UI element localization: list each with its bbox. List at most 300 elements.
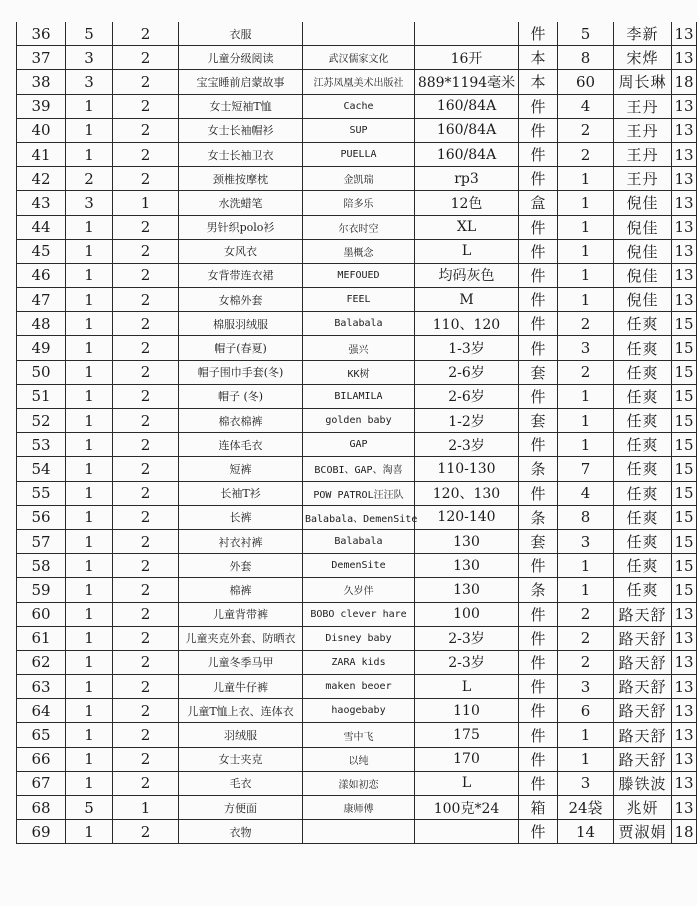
donor-name-cell: 兆妍 <box>614 796 672 820</box>
category-cell: 1 <box>66 602 113 626</box>
row-number-cell: 40 <box>17 118 66 142</box>
row-number-cell: 42 <box>17 167 66 191</box>
item-name-cell: 女士夹克 <box>179 747 303 771</box>
row-number-cell: 47 <box>17 288 66 312</box>
phone-cell: 15 <box>672 529 697 553</box>
category-cell: 1 <box>66 94 113 118</box>
quantity-cell: 4 <box>558 481 614 505</box>
item-name-cell: 帽子围巾手套(冬) <box>179 360 303 384</box>
spec-cell: 160/84A <box>415 142 519 166</box>
donor-name-cell: 路天舒 <box>614 723 672 747</box>
brand-cell: haogebaby <box>303 699 415 723</box>
type-cell: 2 <box>113 215 179 239</box>
table-row <box>17 747 697 771</box>
category-cell: 1 <box>66 215 113 239</box>
category-cell: 3 <box>66 46 113 70</box>
type-cell: 2 <box>113 675 179 699</box>
table-row <box>17 578 697 602</box>
row-number-cell: 60 <box>17 602 66 626</box>
unit-cell: 本 <box>519 70 558 94</box>
brand-cell: GAP <box>303 433 415 457</box>
phone-cell: 15 <box>672 505 697 529</box>
type-cell: 2 <box>113 70 179 94</box>
phone-cell: 13 <box>672 142 697 166</box>
type-cell: 1 <box>113 191 179 215</box>
table-row <box>17 94 697 118</box>
donor-name-cell: 任爽 <box>614 554 672 578</box>
quantity-cell: 3 <box>558 529 614 553</box>
category-cell: 1 <box>66 457 113 481</box>
table-row <box>17 239 697 263</box>
row-number-cell: 68 <box>17 796 66 820</box>
spec-cell: M <box>415 288 519 312</box>
type-cell: 2 <box>113 602 179 626</box>
donor-name-cell: 任爽 <box>614 505 672 529</box>
table-row <box>17 481 697 505</box>
table-row <box>17 820 697 844</box>
type-cell: 2 <box>113 384 179 408</box>
brand-cell: 尔衣时空 <box>303 215 415 239</box>
quantity-cell: 1 <box>558 215 614 239</box>
phone-cell: 15 <box>672 554 697 578</box>
brand-cell: 雪中飞 <box>303 723 415 747</box>
row-number-cell: 37 <box>17 46 66 70</box>
quantity-cell: 2 <box>558 142 614 166</box>
spec-cell: 2-6岁 <box>415 360 519 384</box>
row-number-cell: 65 <box>17 723 66 747</box>
donor-name-cell: 路天舒 <box>614 747 672 771</box>
phone-cell: 15 <box>672 578 697 602</box>
item-name-cell: 女风衣 <box>179 239 303 263</box>
spec-cell: 130 <box>415 578 519 602</box>
type-cell: 2 <box>113 554 179 578</box>
brand-cell: BILAMILA <box>303 384 415 408</box>
type-cell: 2 <box>113 360 179 384</box>
spec-cell: L <box>415 771 519 795</box>
category-cell: 1 <box>66 578 113 602</box>
unit-cell: 件 <box>519 94 558 118</box>
quantity-cell: 1 <box>558 167 614 191</box>
item-name-cell: 女背带连衣裙 <box>179 263 303 287</box>
type-cell: 2 <box>113 142 179 166</box>
spec-cell: 1-3岁 <box>415 336 519 360</box>
phone-cell: 15 <box>672 312 697 336</box>
brand-cell: 金凯瑞 <box>303 167 415 191</box>
unit-cell: 件 <box>519 118 558 142</box>
phone-cell: 18 <box>672 70 697 94</box>
quantity-cell: 2 <box>558 626 614 650</box>
item-name-cell: 棉裤 <box>179 578 303 602</box>
brand-cell: 墨概念 <box>303 239 415 263</box>
quantity-cell: 5 <box>558 22 614 46</box>
spec-cell: XL <box>415 215 519 239</box>
row-number-cell: 38 <box>17 70 66 94</box>
table-row <box>17 22 697 46</box>
table-row <box>17 70 697 94</box>
phone-cell: 18 <box>672 820 697 844</box>
donor-name-cell: 王丹 <box>614 118 672 142</box>
spec-cell: 175 <box>415 723 519 747</box>
unit-cell: 箱 <box>519 796 558 820</box>
spec-cell: rp3 <box>415 167 519 191</box>
item-name-cell: 儿童分级阅读 <box>179 46 303 70</box>
category-cell: 1 <box>66 360 113 384</box>
donor-name-cell: 王丹 <box>614 94 672 118</box>
item-name-cell: 长袖T衫 <box>179 481 303 505</box>
table-row <box>17 288 697 312</box>
type-cell: 2 <box>113 239 179 263</box>
item-name-cell: 长裤 <box>179 505 303 529</box>
table-row <box>17 215 697 239</box>
quantity-cell: 1 <box>558 554 614 578</box>
type-cell: 2 <box>113 699 179 723</box>
row-number-cell: 69 <box>17 820 66 844</box>
phone-cell: 15 <box>672 433 697 457</box>
spec-cell: 2-3岁 <box>415 626 519 650</box>
spec-cell: 110-130 <box>415 457 519 481</box>
row-number-cell: 44 <box>17 215 66 239</box>
brand-cell: ZARA kids <box>303 650 415 674</box>
table-row <box>17 796 697 820</box>
donor-name-cell: 倪佳 <box>614 215 672 239</box>
spec-cell: 110、120 <box>415 312 519 336</box>
category-cell: 1 <box>66 263 113 287</box>
unit-cell: 条 <box>519 457 558 481</box>
row-number-cell: 56 <box>17 505 66 529</box>
row-number-cell: 36 <box>17 22 66 46</box>
donor-name-cell: 任爽 <box>614 529 672 553</box>
donor-name-cell: 倪佳 <box>614 239 672 263</box>
spec-cell: 100 <box>415 602 519 626</box>
item-name-cell: 宝宝睡前启蒙故事 <box>179 70 303 94</box>
quantity-cell: 2 <box>558 602 614 626</box>
brand-cell: 漾如初恋 <box>303 771 415 795</box>
quantity-cell: 4 <box>558 94 614 118</box>
spec-cell: 110 <box>415 699 519 723</box>
phone-cell: 15 <box>672 384 697 408</box>
brand-cell: FEEL <box>303 288 415 312</box>
category-cell: 5 <box>66 22 113 46</box>
category-cell: 1 <box>66 288 113 312</box>
category-cell: 1 <box>66 650 113 674</box>
unit-cell: 件 <box>519 239 558 263</box>
category-cell: 1 <box>66 675 113 699</box>
category-cell: 1 <box>66 433 113 457</box>
quantity-cell: 8 <box>558 46 614 70</box>
category-cell: 1 <box>66 771 113 795</box>
phone-cell: 13 <box>672 796 697 820</box>
donor-name-cell: 滕铁波 <box>614 771 672 795</box>
quantity-cell: 2 <box>558 118 614 142</box>
quantity-cell: 1 <box>558 409 614 433</box>
type-cell: 2 <box>113 118 179 142</box>
unit-cell: 件 <box>519 288 558 312</box>
spec-cell: 2-3岁 <box>415 650 519 674</box>
brand-cell: SUP <box>303 118 415 142</box>
unit-cell: 件 <box>519 22 558 46</box>
item-name-cell: 儿童背带裤 <box>179 602 303 626</box>
type-cell: 2 <box>113 650 179 674</box>
type-cell: 2 <box>113 167 179 191</box>
donor-name-cell: 倪佳 <box>614 288 672 312</box>
quantity-cell: 7 <box>558 457 614 481</box>
spec-cell: 16开 <box>415 46 519 70</box>
unit-cell: 件 <box>519 433 558 457</box>
row-number-cell: 46 <box>17 263 66 287</box>
row-number-cell: 41 <box>17 142 66 166</box>
phone-cell: 15 <box>672 336 697 360</box>
category-cell: 3 <box>66 70 113 94</box>
quantity-cell: 6 <box>558 699 614 723</box>
table-row <box>17 118 697 142</box>
brand-cell <box>303 22 415 46</box>
type-cell: 2 <box>113 481 179 505</box>
donor-name-cell: 任爽 <box>614 578 672 602</box>
category-cell: 1 <box>66 142 113 166</box>
spec-cell: 120-140 <box>415 505 519 529</box>
quantity-cell: 14 <box>558 820 614 844</box>
table-row <box>17 699 697 723</box>
quantity-cell: 8 <box>558 505 614 529</box>
donor-name-cell: 任爽 <box>614 312 672 336</box>
donor-name-cell: 周长琳 <box>614 70 672 94</box>
category-cell: 1 <box>66 384 113 408</box>
item-name-cell: 儿童夹克外套、防晒衣 <box>179 626 303 650</box>
donor-name-cell: 任爽 <box>614 433 672 457</box>
item-name-cell: 羽绒服 <box>179 723 303 747</box>
phone-cell: 13 <box>672 191 697 215</box>
donor-name-cell: 倪佳 <box>614 263 672 287</box>
phone-cell: 13 <box>672 118 697 142</box>
item-name-cell: 帽子(春夏) <box>179 336 303 360</box>
unit-cell: 件 <box>519 312 558 336</box>
donor-name-cell: 任爽 <box>614 409 672 433</box>
type-cell: 2 <box>113 409 179 433</box>
phone-cell: 13 <box>672 239 697 263</box>
spec-cell: 2-6岁 <box>415 384 519 408</box>
unit-cell: 件 <box>519 554 558 578</box>
type-cell: 2 <box>113 288 179 312</box>
donor-name-cell: 路天舒 <box>614 602 672 626</box>
quantity-cell: 1 <box>558 723 614 747</box>
row-number-cell: 52 <box>17 409 66 433</box>
row-number-cell: 62 <box>17 650 66 674</box>
donor-name-cell: 任爽 <box>614 360 672 384</box>
table-row <box>17 433 697 457</box>
donor-name-cell: 路天舒 <box>614 675 672 699</box>
unit-cell: 盒 <box>519 191 558 215</box>
category-cell: 1 <box>66 529 113 553</box>
spec-cell: 889*1194毫米 <box>415 70 519 94</box>
spec-cell: 160/84A <box>415 94 519 118</box>
phone-cell: 13 <box>672 46 697 70</box>
type-cell: 2 <box>113 820 179 844</box>
row-number-cell: 53 <box>17 433 66 457</box>
item-name-cell: 衣服 <box>179 22 303 46</box>
table-row <box>17 675 697 699</box>
spec-cell: 160/84A <box>415 118 519 142</box>
row-number-cell: 54 <box>17 457 66 481</box>
unit-cell: 件 <box>519 626 558 650</box>
spec-cell: 12色 <box>415 191 519 215</box>
unit-cell: 件 <box>519 699 558 723</box>
item-name-cell: 外套 <box>179 554 303 578</box>
row-number-cell: 39 <box>17 94 66 118</box>
row-number-cell: 49 <box>17 336 66 360</box>
brand-cell: 强兴 <box>303 336 415 360</box>
donor-name-cell: 贾淑娟 <box>614 820 672 844</box>
table-row <box>17 360 697 384</box>
quantity-cell: 1 <box>558 288 614 312</box>
row-number-cell: 57 <box>17 529 66 553</box>
item-name-cell: 儿童T恤上衣、连体衣 <box>179 699 303 723</box>
unit-cell: 件 <box>519 820 558 844</box>
spec-cell: 130 <box>415 529 519 553</box>
spec-cell: 均码灰色 <box>415 263 519 287</box>
brand-cell: Balabala <box>303 312 415 336</box>
quantity-cell: 60 <box>558 70 614 94</box>
unit-cell: 件 <box>519 142 558 166</box>
category-cell: 5 <box>66 796 113 820</box>
phone-cell: 15 <box>672 481 697 505</box>
donor-name-cell: 王丹 <box>614 167 672 191</box>
phone-cell: 15 <box>672 360 697 384</box>
type-cell: 2 <box>113 94 179 118</box>
phone-cell: 13 <box>672 747 697 771</box>
spec-cell: 130 <box>415 554 519 578</box>
item-name-cell: 女棉外套 <box>179 288 303 312</box>
category-cell: 1 <box>66 626 113 650</box>
brand-cell: Balabala、DemenSite <box>303 505 415 529</box>
row-number-cell: 61 <box>17 626 66 650</box>
table-row <box>17 191 697 215</box>
phone-cell: 15 <box>672 457 697 481</box>
donation-table <box>16 22 697 844</box>
unit-cell: 件 <box>519 263 558 287</box>
unit-cell: 条 <box>519 505 558 529</box>
donor-name-cell: 任爽 <box>614 336 672 360</box>
quantity-cell: 1 <box>558 747 614 771</box>
item-name-cell: 棉服羽绒服 <box>179 312 303 336</box>
donor-name-cell: 路天舒 <box>614 626 672 650</box>
table-row <box>17 529 697 553</box>
row-number-cell: 63 <box>17 675 66 699</box>
unit-cell: 件 <box>519 723 558 747</box>
category-cell: 1 <box>66 505 113 529</box>
unit-cell: 套 <box>519 529 558 553</box>
category-cell: 2 <box>66 167 113 191</box>
table-row <box>17 312 697 336</box>
quantity-cell: 1 <box>558 578 614 602</box>
spec-cell <box>415 820 519 844</box>
brand-cell: 江苏凤凰美术出版社 <box>303 70 415 94</box>
table-row <box>17 167 697 191</box>
brand-cell: KK树 <box>303 360 415 384</box>
item-name-cell: 女士长袖帽衫 <box>179 118 303 142</box>
item-name-cell: 帽子 (冬) <box>179 384 303 408</box>
item-name-cell: 女士短袖T恤 <box>179 94 303 118</box>
row-number-cell: 51 <box>17 384 66 408</box>
item-name-cell: 连体毛衣 <box>179 433 303 457</box>
table-row <box>17 626 697 650</box>
spec-cell: 100克*24 <box>415 796 519 820</box>
row-number-cell: 67 <box>17 771 66 795</box>
quantity-cell: 1 <box>558 384 614 408</box>
phone-cell: 13 <box>672 771 697 795</box>
quantity-cell: 2 <box>558 360 614 384</box>
row-number-cell: 64 <box>17 699 66 723</box>
unit-cell: 件 <box>519 384 558 408</box>
table-row <box>17 409 697 433</box>
item-name-cell: 衣物 <box>179 820 303 844</box>
quantity-cell: 2 <box>558 650 614 674</box>
phone-cell: 13 <box>672 263 697 287</box>
unit-cell: 本 <box>519 46 558 70</box>
brand-cell: Disney baby <box>303 626 415 650</box>
type-cell: 1 <box>113 796 179 820</box>
category-cell: 1 <box>66 336 113 360</box>
category-cell: 1 <box>66 554 113 578</box>
brand-cell: POW PATROL汪汪队 <box>303 481 415 505</box>
donor-name-cell: 任爽 <box>614 457 672 481</box>
row-number-cell: 66 <box>17 747 66 771</box>
quantity-cell: 2 <box>558 312 614 336</box>
category-cell: 1 <box>66 481 113 505</box>
row-number-cell: 58 <box>17 554 66 578</box>
type-cell: 2 <box>113 723 179 747</box>
item-name-cell: 水洗蜡笔 <box>179 191 303 215</box>
type-cell: 2 <box>113 626 179 650</box>
donor-name-cell: 宋烨 <box>614 46 672 70</box>
donor-name-cell: 任爽 <box>614 384 672 408</box>
type-cell: 2 <box>113 529 179 553</box>
table-row <box>17 457 697 481</box>
phone-cell: 13 <box>672 22 697 46</box>
item-name-cell: 女士长袖卫衣 <box>179 142 303 166</box>
item-name-cell: 儿童牛仔裤 <box>179 675 303 699</box>
table-row <box>17 384 697 408</box>
table-row <box>17 263 697 287</box>
table-row <box>17 46 697 70</box>
donor-name-cell: 王丹 <box>614 142 672 166</box>
row-number-cell: 50 <box>17 360 66 384</box>
item-name-cell: 毛衣 <box>179 771 303 795</box>
quantity-cell: 1 <box>558 191 614 215</box>
type-cell: 2 <box>113 263 179 287</box>
item-name-cell: 男针织polo衫 <box>179 215 303 239</box>
brand-cell <box>303 820 415 844</box>
phone-cell: 13 <box>672 626 697 650</box>
phone-cell: 13 <box>672 288 697 312</box>
unit-cell: 件 <box>519 675 558 699</box>
table-row <box>17 602 697 626</box>
donor-name-cell: 任爽 <box>614 481 672 505</box>
row-number-cell: 45 <box>17 239 66 263</box>
type-cell: 2 <box>113 22 179 46</box>
unit-cell: 件 <box>519 481 558 505</box>
quantity-cell: 1 <box>558 433 614 457</box>
item-name-cell: 颈椎按摩枕 <box>179 167 303 191</box>
item-name-cell: 短裤 <box>179 457 303 481</box>
unit-cell: 件 <box>519 215 558 239</box>
table-row <box>17 505 697 529</box>
unit-cell: 件 <box>519 602 558 626</box>
brand-cell: Cache <box>303 94 415 118</box>
donor-name-cell: 李新 <box>614 22 672 46</box>
quantity-cell: 3 <box>558 675 614 699</box>
category-cell: 1 <box>66 699 113 723</box>
row-number-cell: 48 <box>17 312 66 336</box>
